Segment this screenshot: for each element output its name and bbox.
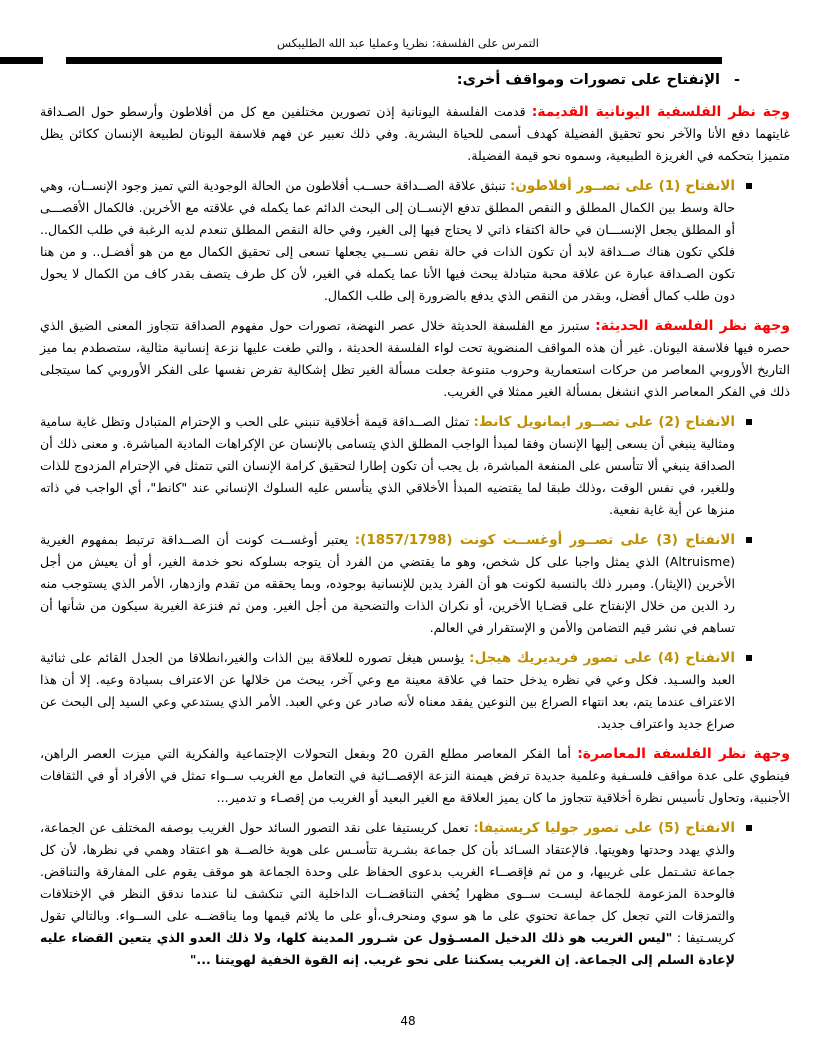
gold-lead-comte: الانفتاح (3) على تصــور أوغســت كونت (1857/1798): — [354, 532, 735, 548]
square-bullet-icon — [746, 419, 752, 425]
paragraph-text: ستبرز مع الفلسفة الحديثة خلال عصر النهضة، تصورات حول مفهوم الصداقة تتجاوز المعنى الضيق الذي حصره فيها فلاسفة اليونان. غير أن هذه المواقف المنضوية تحت لواء الفلسفة الحديثة ، والتي طغت عليها نزعة إنسانية مثالية، ستصطدم بما ميز التاريخ الأوروبي المعاصر من حركات استعمارية وحروب متنوعة جعلت مسألة الغير تظل إشكالية تفرض نفسها على الفكر الأوروبي كما سيتجلى ذلك في الفكر المعاصر الذي انشغل بمسألة الغير ممثلا في الغريب. — [40, 318, 790, 399]
bullet-hegel — [40, 647, 790, 735]
page-number: 48 — [400, 1014, 416, 1028]
bullet-plato — [40, 175, 790, 307]
header-rule-left-segment — [0, 57, 43, 64]
red-lead-greek: وجة نظر الفلسفية اليونانية القديمة: — [531, 104, 790, 120]
paragraph-contemporary-view — [40, 743, 790, 809]
paragraph-modern-view — [40, 315, 790, 403]
gold-lead-kant: الانفتاح (2) على تصــور ايمانويل كانط: — [473, 414, 735, 430]
paragraph-text: يؤسس هيغل تصوره للعلاقة بين الذات والغير،انطلاقا من الجدل القائم على ثنائية العبد والسـيد. فكل وعي في نظره يدخل حتما في علاقة معينة مع وعي آخر، يبحث من خلالها عن الاعتراف بسيادة وعيه. إلا أن هذا الاعتراف عندما يتم، بعد انتهاء الصراع بين النوعين يفقد معناه لأنه صادر عن وعي العبد. الأمر الذي يستدعي وعي السيد إلى البحث عن صراع جديد واعتراف جديد. — [40, 650, 735, 731]
square-bullet-icon — [746, 655, 752, 661]
paragraph-text: قدمت الفلسفة اليونانية إذن تصورين مختلفين مع كل من أفلاطون وأرسطو حول الصـداقة غايتهما دفع الأنا والآخر نحو تحقيق الفضيلة كهدف أسمى للحياة البشرية. وفي ذلك تعبير عن فهم فلاسفة اليونان لطبيعة الإنسان ككائن يظل متميزا بتحكمه في الغريزة الطبيعية، وسموه نحو قيمة الفضيلة. — [40, 104, 790, 163]
paragraph-greek-view — [40, 101, 790, 167]
section-heading — [40, 72, 790, 88]
paragraph-text: أما الفكر المعاصر مطلع القرن 20 وبفعل التحولات الإجتماعية والفكرية التي ميزت العصر الراهن، فينطوي على عدة مواقف فلسـفية وعلمية جديدة ترفض هيمنة النزعة الإقصــائية في التعامل مع الغريب ســواء تمثل في الأفراد أو في الثقافات الأجنبية، وتحاول تأسيس نظرة أخلاقية تتجاوز ما كان يميز العلاقة مع الغير البعيد أو الغريب من إقصـاء و تدمير... — [40, 746, 790, 805]
red-lead-contemporary: وجهة نظر الفلسفة المعاصرة: — [577, 746, 790, 762]
running-header-title: التمرس على الفلسفة: نظريا وعمليا عبد الله الطليبكس — [277, 36, 539, 50]
paragraph-text: تمثل الصــداقة قيمة أخلاقية تنبني على الحب و الإحترام المتبادل وتظل غاية سامية ومثالية ينبغي أن يسعى إليها الإنسان وفقا لمبدأ الواجب المطلق الذي يتسامى بالإنسان عن الإكراهات المادية المباشرة. و معنى ذلك أن الصداقة ينبغي ألا تتأسس على المنفعة المباشرة، بل يجب أن تكون إطارا لتحقيق كرامة الإنسان التي تتمثل في الإحترام المزدوج للذات وللغير، في نفس الوقت ،وذلك طبقا لما يقتضيه المبدأ الأخلاقي الذي يتأسس عليه السلوك الإنساني عند "كانط"، أي الواجب في ذاته منزها عن أية غاية نفعية. — [40, 414, 735, 517]
square-bullet-icon — [746, 537, 752, 543]
gold-lead-hegel: الانفتاح (4) على تصور فريديريك هيجل: — [469, 650, 735, 666]
page-content — [40, 72, 790, 979]
gold-lead-kristeva: الانفتاح (5) على تصور جوليا كريستيفا: — [473, 820, 735, 836]
square-bullet-icon — [746, 183, 752, 189]
paragraph-text: تنبثق علاقة الصــداقة حســب أفلاطون من الحالة الوجودية التي تميز وجود الإنســان، وهي حالة وسط بين الكمال المطلق و النقص المطلق تدفع الإنســان إلى البحث الدائم عما يكمله في علاقته مع الأخرين. فالكمال الأقصـــى أو المطلق يجعل الإنســـان في حالة اكتفاء ذاتي لا يحتاج فيها إلى الغير، وفي حالة النقص المطلق تنعدم لديه الرغبة في طلب الكمال.. فلكي تكون هناك صــداقة لابد أن تكون الذات في حالة نقص نســبي يجعلها تسعى إلى تحقيق الكمال مع من هو أفضـل.. و من هنا تكون الصـداقة عبارة عن علاقة محبة متبادلة يبحث فيها الأنا عما يكمله في الغير، لأن كل طرف يتصف بقدر كاف من الكمال لا يحول دون طلب كمال أفضل، وبقدر من النقص الذي يدفع بالضرورة إلى طلب الكمال. — [40, 178, 735, 303]
paragraph-text: يعتبر أوغســت كونت أن الصــداقة ترتبط بمفهوم الغيرية (Altruisme) الذي يمثل واجبا على كل شخص، وهو ما يقتضي من الفرد أن يتوجه بسلوكه نحو خدمة الغير، أو أن يعيش من أجل الأخرين (الإيثار). ومبرر ذلك بالنسبة لكونت هو أن الفرد يدين للإنسانية بوجوده، وبما يحققه من تقدم وازدهار، الأمر الذي يستوجب منه رد الدين من خلال الإنفتاح على قضـايا الأخرين، أو نكران الذات والتضحية من أجل الغير. ومن ثم فنزعة الغيرية سيكون من شأنها أن تساهم في نشر قيم التضامن والأمن و الإستقرار في العالم. — [40, 532, 735, 635]
bullet-comte — [40, 529, 790, 639]
kristeva-quote-bold: "ليس الغريب هو ذلك الدخيل المسـؤول عن شـرور المدينة كلها، ولا ذلك العدو الذي يتعين القضاء عليه لإعادة السلم إلى الجماعة. إن الغريب يسكننا على نحو غريب. إنه القوة الخفية لهويتنا ..." — [40, 930, 735, 967]
bullet-kristeva — [40, 817, 790, 971]
heading-dash: - — [733, 72, 740, 88]
square-bullet-icon — [746, 825, 752, 831]
bullet-kant — [40, 411, 790, 521]
header-rule — [66, 57, 722, 64]
gold-lead-plato: الانفتاح (1) على تصــور أفلاطون: — [509, 178, 735, 194]
section-heading-text: الإنفتاح على تصورات ومواقف أخرى: — [456, 72, 720, 88]
paragraph-text: تعمل كريستيفا على نقد التصور السائد حول الغريب بوصفه المختلف عن الجماعة، والذي يهدد وحدتها وهويتها. فالإعتقاد السـائد بأن كل جماعة بشـرية تتأسـس على هوية خالصــة هو اعتقاد وهمي في نظرها، لأن كل جماعة تشـتمل على غريبها، و من ثم فإقصــاء الغريب بدعوى الحفاظ على وحدة الجماعة هو موقف يقوم على المفارقة والتناقض. فالوحدة المزعومة للجماعة ليسـت ســوى مظهرا يُخفي التناقضــات الداخلية التي تنكشف لنا عندما ندقق النظر في الإختلافات والتمزقات التي تجعل كل جماعة تحتوي على ما هو سوي ومنحرف،أو على ما يلائم قيمها وما يناقضــه على الســواء. وبالتالي تقول كريسـتيفا : — [40, 820, 735, 945]
red-lead-modern: وجهة نظر الفلسفة الحديثة: — [595, 318, 790, 334]
